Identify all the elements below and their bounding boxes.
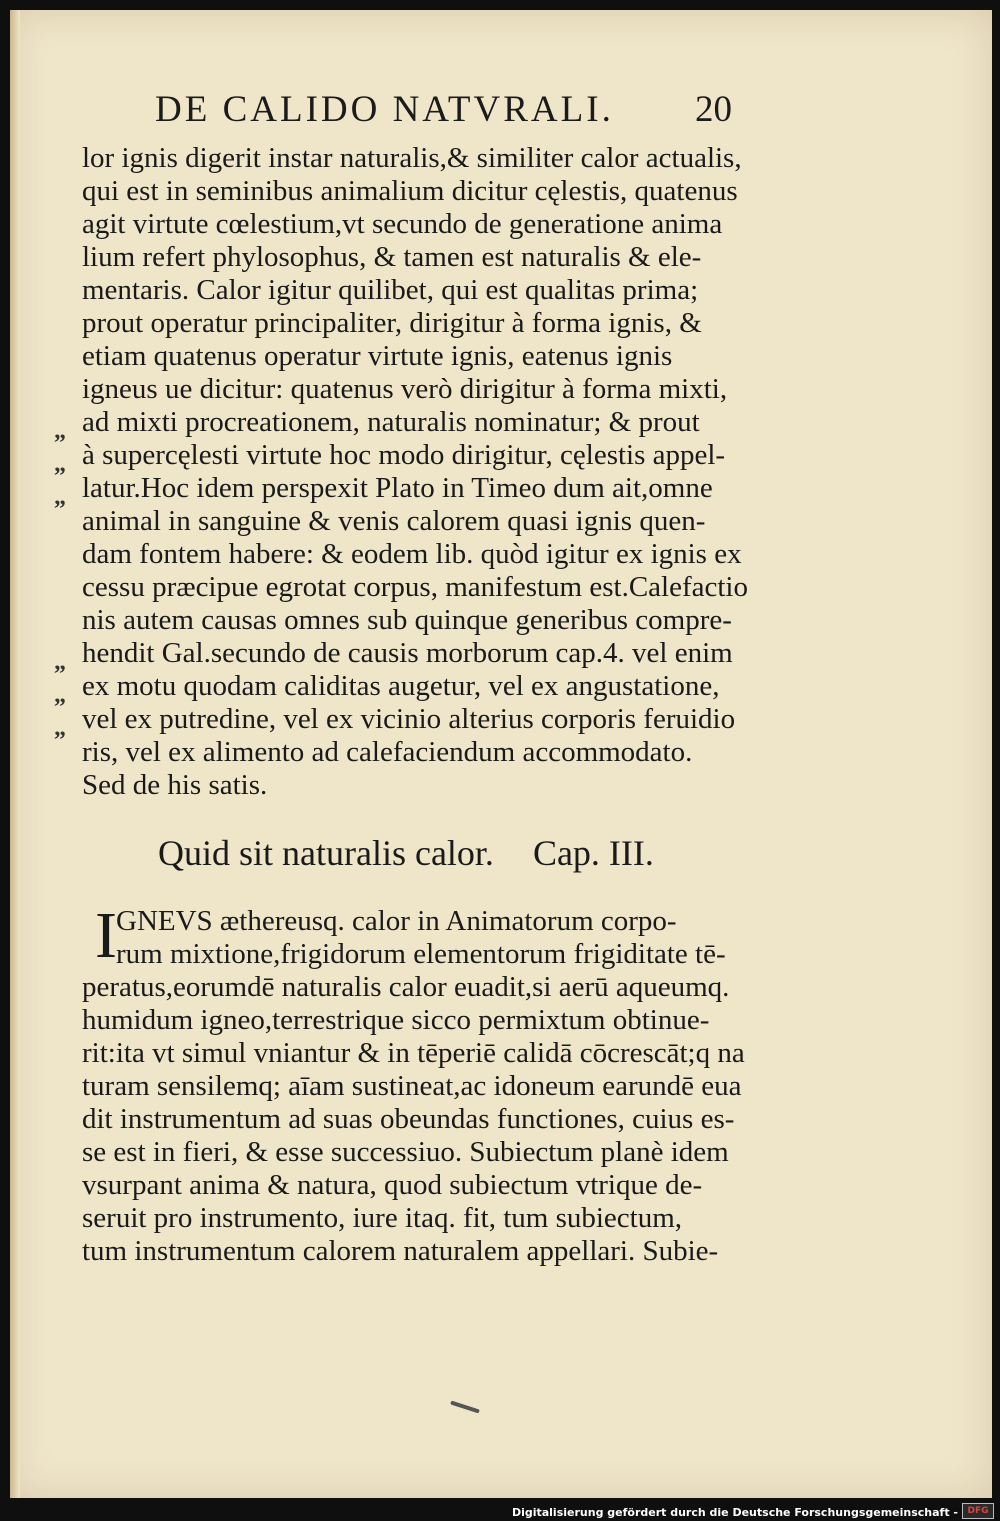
footer-credit: Digitalisierung gefördert durch die Deutsche Forschungsgemeinschaft - <box>511 1506 958 1519</box>
page-number: 20 <box>695 89 732 130</box>
book-page <box>10 10 992 1498</box>
text-line: mentaris. Calor igitur quilibet, qui est qualitas prima; <box>82 274 699 306</box>
text-line: Sed de his satis. <box>82 769 268 801</box>
text-line: igneus ue dicitur: quatenus verò dirigitur à forma mixti, <box>82 373 728 405</box>
text-line: peratus,eorumdē naturalis calor euadit,si aerū aqueumq. <box>82 971 730 1003</box>
text-line: cessu præcipue egrotat corpus, manifestum est.Calefactio <box>82 571 748 603</box>
text-block-1 <box>82 142 762 802</box>
text-line: prout operatur principaliter, dirigitur à forma ignis, & <box>82 307 702 339</box>
text-line: qui est in seminibus animalium dicitur cęlestis, quatenus <box>82 175 738 207</box>
margin-quote-marker: „ <box>54 682 66 708</box>
margin-quote-marker: „ <box>54 418 66 444</box>
text-line: lor ignis digerit instar naturalis,& similiter calor actualis, <box>82 142 742 174</box>
text-line: nis autem causas omnes sub quinque generibus compre- <box>82 604 732 636</box>
running-head <box>155 88 755 131</box>
running-title: DE CALIDO NATVRALI. <box>155 89 614 130</box>
text-line: dam fontem habere: & eodem lib. quòd igitur ex ignis ex <box>82 538 742 570</box>
margin-quote-marker: „ <box>54 649 66 675</box>
page-edge <box>10 10 20 1498</box>
text-block-2 <box>82 899 762 1268</box>
text-line: rum mixtione,frigidorum elementorum frigiditate tē- <box>116 938 726 970</box>
chapter-title: Quid sit naturalis calor. <box>158 833 494 873</box>
text-line: à supercęlesti virtute hoc modo dirigitur, cęlestis appel- <box>82 439 726 471</box>
text-line: hendit Gal.secundo de causis morborum cap.4. vel enim <box>82 637 733 669</box>
text-line: animal in sanguine & venis calorem quasi ignis quen- <box>82 505 706 537</box>
ornament-mark <box>450 1400 480 1413</box>
text-line: turam sensilemq; aīam sustineat,ac idoneum earundē eua <box>82 1070 742 1102</box>
text-line: ris, vel ex alimento ad calefaciendum accommodato. <box>82 736 693 768</box>
drop-cap: I <box>95 899 117 972</box>
margin-quote-marker: „ <box>54 715 66 741</box>
text-line: vel ex putredine, vel ex vicinio alterius corporis feruidio <box>82 703 736 735</box>
text-line: tum instrumentum calorem naturalem appellari. Subie- <box>82 1235 719 1267</box>
text-line: vsurpant anima & natura, quod subiectum vtrique de- <box>82 1169 703 1201</box>
chapter-heading <box>158 832 758 874</box>
chapter-number: Cap. III. <box>532 833 654 873</box>
text-line: latur.Hoc idem perspexit Plato in Timeo dum ait,omne <box>82 472 713 504</box>
text-line: ad mixti procreationem, naturalis nominatur; & prout <box>82 406 700 438</box>
text-line: se est in fieri, & esse successiuo. Subiectum planè idem <box>82 1136 729 1168</box>
dfg-logo: DFG <box>962 1503 994 1519</box>
text-line: dit instrumentum ad suas obeundas functiones, cuius es- <box>82 1103 735 1135</box>
text-line: ex motu quodam caliditas augetur, vel ex angustatione, <box>82 670 720 702</box>
margin-quote-marker: „ <box>54 451 66 477</box>
text-line: humidum igneo,terrestrique sicco permixtum obtinue- <box>82 1004 710 1036</box>
text-line: seruit pro instrumento, iure itaq. fit, tum subiectum, <box>82 1202 683 1234</box>
text-line: lium refert phylosophus, & tamen est naturalis & ele- <box>82 241 702 273</box>
text-line: etiam quatenus operatur virtute ignis, eatenus ignis <box>82 340 673 372</box>
margin-quote-marker: „ <box>54 484 66 510</box>
text-line: rit:ita vt simul vniantur & in tēperiē calidā cōcrescāt;q na <box>82 1037 745 1069</box>
text-line: GNEVS æthereusq. calor in Animatorum corpo- <box>116 905 677 937</box>
text-line: agit virtute cœlestium,vt secundo de generatione anima <box>82 208 723 240</box>
